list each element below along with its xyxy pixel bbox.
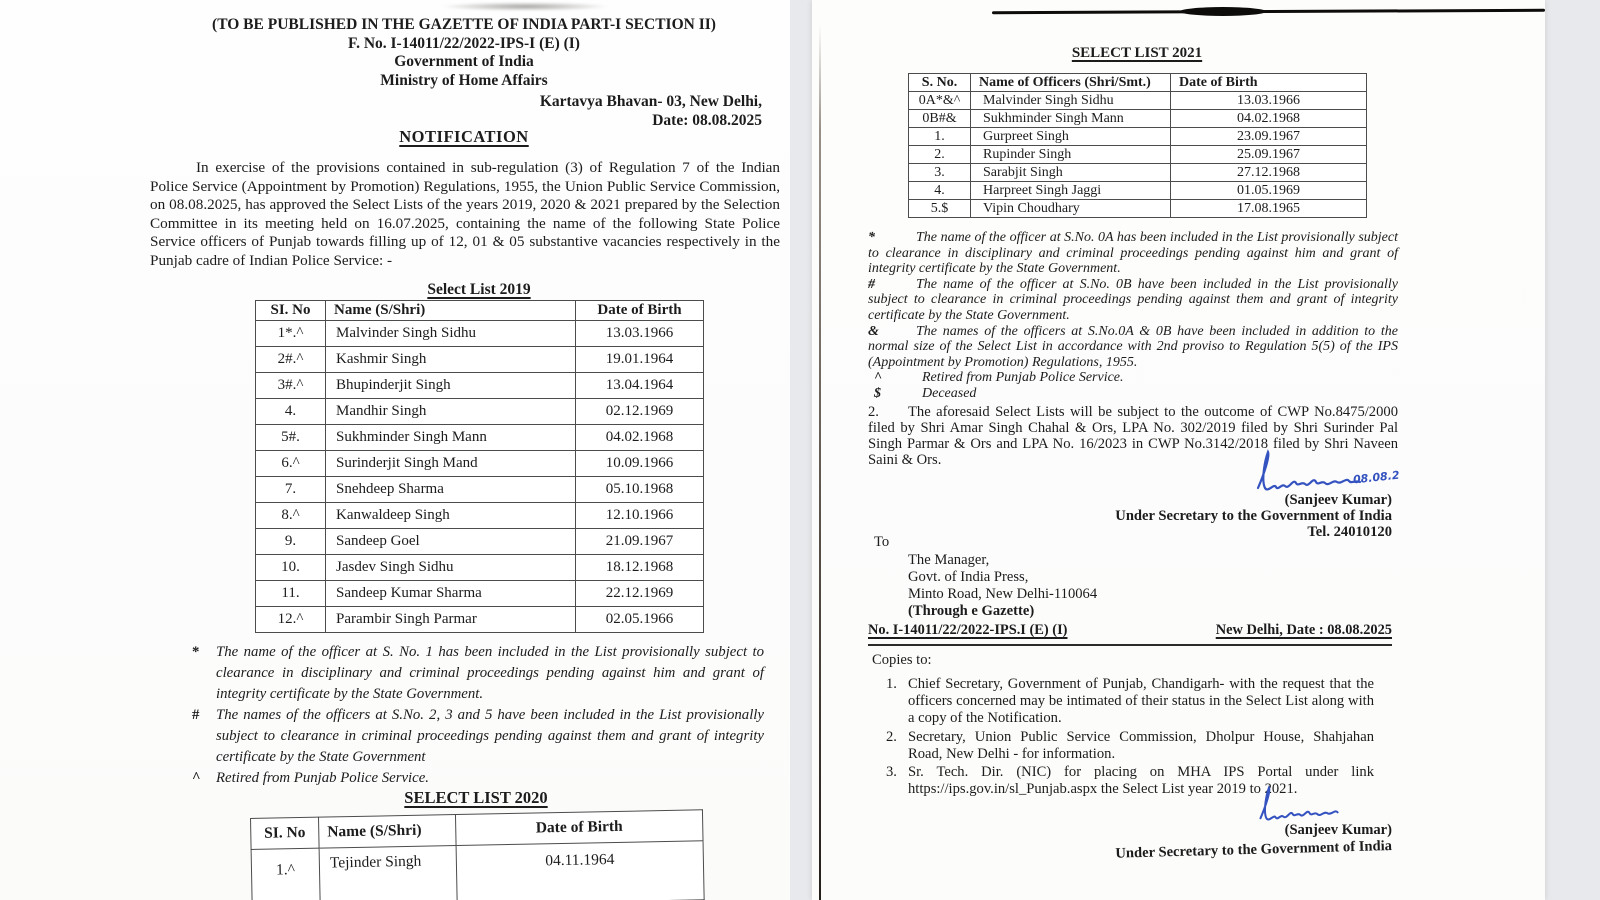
select-list-2021-title: SELECT LIST 2021 — [1071, 45, 1203, 61]
table-cell: 13.03.1966 — [576, 321, 704, 347]
table-cell: 13.03.1966 — [1171, 92, 1367, 110]
signature-area — [1090, 782, 1392, 822]
scan-line-artifact — [992, 9, 1545, 14]
table-cell: 1*.^ — [256, 321, 326, 347]
table-cell: 2#.^ — [256, 347, 326, 373]
footnote — [868, 230, 1398, 277]
table-cell: Harpreet Singh Jaggi — [971, 182, 1171, 200]
footnote — [190, 642, 764, 705]
footnote-text: Retired from Punjab Police Service. — [922, 370, 1124, 386]
copy-item — [886, 729, 1374, 763]
reference-place-date: New Delhi, Date : 08.08.2025 — [1215, 622, 1392, 638]
table-row — [909, 110, 1367, 128]
table-cell: Sukhminder Singh Mann — [326, 425, 576, 451]
reference-number: No. I-14011/22/2022-IPS.I (E) (I) — [868, 622, 1068, 638]
signatory-name: (Sanjeev Kumar) — [1284, 822, 1392, 838]
scanned-page-right — [812, 0, 1545, 900]
table-row — [909, 146, 1367, 164]
table-cell: Sukhminder Singh Mann — [971, 110, 1171, 128]
government-line: Government of India — [394, 53, 534, 70]
page-edge-shadow — [819, 25, 821, 900]
signature-block-2 — [1090, 782, 1393, 862]
table-cell: 19.01.1964 — [576, 347, 704, 373]
footnote-text: The names of the officers at S.No.0A & 0B have been included in addition to the normal size of the Select List in accordance with 2nd proviso to Regulation 5(5) of the IPS (Appointment by Promotion) Regulations, 1955. — [868, 323, 1398, 370]
paragraph-number: 2. — [868, 404, 879, 420]
footnote-text: The names of the officers at S.No. 2, 3 and 5 have been included in the List provisionally subject to clearance in criminal proceedings pending against them and grant of integrity certificate by the State Government — [216, 707, 764, 765]
copy-item-text: Sr. Tech. Dir. (NIC) for placing on MHA IPS Portal under link https://ips.gov.in/sl_Punjab.aspx the Select List year 2019 to 2021. — [908, 764, 1374, 798]
table-cell: 12.^ — [256, 607, 326, 633]
table-cell: Gurpreet Singh — [971, 128, 1171, 146]
table-cell: 23.09.1967 — [1171, 128, 1367, 146]
table-cell: 27.12.1968 — [1171, 164, 1367, 182]
address-block — [908, 552, 1208, 620]
select-list-2020-title: SELECT LIST 2020 — [404, 788, 548, 807]
table-cell: 13.04.1964 — [576, 373, 704, 399]
table-cell: Kashmir Singh — [326, 347, 576, 373]
table-cell: 11. — [256, 581, 326, 607]
table-cell: 1.^ — [251, 848, 320, 900]
ministry-line: Ministry of Home Affairs — [380, 71, 548, 89]
table-cell: 3. — [909, 164, 971, 182]
table-cell: 10.09.1966 — [576, 451, 704, 477]
table-cell: Tejinder Singh — [319, 846, 457, 900]
table-row — [256, 503, 704, 529]
table-cell: Mandhir Singh — [326, 399, 576, 425]
table-cell: Jasdev Singh Sidhu — [326, 555, 576, 581]
footnote-text: The name of the officer at S.No. 0B have been included in the List provisionally subject to clearance in criminal proceedings pending against them and grant of integrity certificate by the State Government. — [868, 276, 1398, 323]
paragraph-text: The aforesaid Select Lists will be subject to the outcome of CWP No.8475/2000 filed by Shri Amar Singh Chahal & Ors, LPA No. 302/2019 filed by Shri Surinder Pal Singh Parmar & Ors and LPA No. 16/2023 in CWP No.3142/2018 filed by Shri Naveen Saini & Ors. — [868, 404, 1398, 468]
table-header-row — [256, 301, 704, 321]
footnote-symbol: # — [868, 276, 875, 292]
footnote-symbol: # — [192, 707, 200, 723]
table-cell: Kanwaldeep Singh — [326, 503, 576, 529]
table-row — [256, 529, 704, 555]
table-cell: 0A*&^ — [909, 92, 971, 110]
column-header: SI. No — [251, 817, 320, 849]
table-row — [256, 347, 704, 373]
column-header: Date of Birth — [1171, 74, 1367, 92]
signature-block-1 — [1090, 448, 1401, 540]
select-list-2020-table — [250, 809, 705, 900]
table-row — [256, 321, 704, 347]
copies-label: Copies to: — [872, 652, 932, 668]
copy-item-text: Chief Secretary, Government of Punjab, Chandigarh- with the request that the officers concerned may be intimated of their status in the Select List along with a copy of the Notification. — [908, 676, 1374, 727]
place-line: Kartavya Bhavan- 03, New Delhi, — [539, 93, 762, 110]
footnote-symbol: ^ — [874, 370, 882, 386]
address-line: Minto Road, New Delhi-110064 — [908, 586, 1098, 602]
table-cell: 17.08.1965 — [1171, 200, 1367, 218]
address-through-line: (Through e Gazette) — [908, 603, 1035, 619]
table-cell: Malvinder Singh Sidhu — [326, 321, 576, 347]
table-row — [256, 451, 704, 477]
reference-line — [868, 622, 1392, 646]
file-number-line: F. No. I-14011/22/2022-IPS-I (E) (I) — [348, 34, 580, 52]
footnote — [868, 386, 1398, 402]
table-cell: 01.05.1969 — [1171, 182, 1367, 200]
table-cell: 9. — [256, 529, 326, 555]
copy-item — [886, 676, 1374, 728]
table-row — [256, 399, 704, 425]
table-row — [909, 200, 1367, 218]
table-cell: 1. — [909, 128, 971, 146]
column-header: SI. No — [256, 301, 326, 321]
table-row — [251, 841, 704, 900]
table-cell: Surinderjit Singh Mand — [326, 451, 576, 477]
copy-item-text: Secretary, Union Public Service Commission, Dholpur House, Shahjahan Road, New Delhi - for information. — [908, 728, 1374, 762]
table-cell: 21.09.1967 — [576, 529, 704, 555]
table-cell: 22.12.1969 — [576, 581, 704, 607]
table-row — [256, 607, 704, 633]
table-cell: 05.10.1968 — [576, 477, 704, 503]
address-to: To — [874, 534, 890, 550]
footnote-text: Deceased — [922, 385, 977, 401]
table-cell: Sarabjit Singh — [971, 164, 1171, 182]
table-cell: Malvinder Singh Sidhu — [971, 92, 1171, 110]
scan-blob-artifact — [1180, 7, 1266, 16]
table-row — [909, 182, 1367, 200]
table-cell: 6.^ — [256, 451, 326, 477]
copy-item-number: 3. — [886, 764, 897, 781]
table-cell: 04.02.1968 — [1171, 110, 1367, 128]
document-header — [150, 16, 778, 90]
footnote-text: The name of the officer at S.No. 0A has been included in the List provisionally subject to clearance in disciplinary and criminal proceedings pending against him and grant of integrity certificate by the State Government. — [868, 230, 1398, 277]
footnote — [868, 277, 1398, 324]
footnote — [868, 324, 1398, 371]
signature-area — [1090, 448, 1401, 492]
copy-item-number: 1. — [886, 676, 897, 692]
select-list-2019-table — [255, 300, 704, 633]
footnote — [190, 768, 764, 789]
footnote-symbol: & — [868, 323, 879, 339]
copies-list — [886, 676, 1374, 799]
table-cell: Parambir Singh Parmar — [326, 607, 576, 633]
column-header: Name (S/Shri) — [326, 301, 576, 321]
table-cell: 04.11.1964 — [456, 841, 704, 900]
select-list-2019-title: Select List 2019 — [427, 281, 531, 298]
signatory-title: Under Secretary to the Government of India — [1115, 838, 1393, 862]
table-cell: 8.^ — [256, 503, 326, 529]
table-cell: 0B#& — [909, 110, 971, 128]
footnotes-2021 — [868, 230, 1398, 402]
footnote-symbol: ^ — [192, 770, 201, 786]
address-line: The Manager, — [908, 552, 990, 568]
table-row — [909, 128, 1367, 146]
footnotes-2019 — [190, 642, 764, 789]
table-row — [256, 425, 704, 451]
column-header: Date of Birth — [576, 301, 704, 321]
footnote-text: Retired from Punjab Police Service. — [216, 770, 429, 786]
footnote — [868, 370, 1398, 386]
signatory-name: (Sanjeev Kumar) — [1284, 492, 1392, 508]
footnote-symbol: $ — [874, 385, 881, 401]
table-cell: 2. — [909, 146, 971, 164]
scanned-page-left — [0, 0, 790, 900]
table-cell: Bhupinderjit Singh — [326, 373, 576, 399]
table-cell: 5#. — [256, 425, 326, 451]
table-cell: 7. — [256, 477, 326, 503]
table-cell: 12.10.1966 — [576, 503, 704, 529]
table-cell: 5.$ — [909, 200, 971, 218]
table-row — [909, 92, 1367, 110]
table-cell: 3#.^ — [256, 373, 326, 399]
notification-title: NOTIFICATION — [399, 127, 529, 146]
table-row — [256, 581, 704, 607]
signature-icon — [1252, 784, 1352, 822]
table-cell: Sandeep Kumar Sharma — [326, 581, 576, 607]
notification-body: In exercise of the provisions contained in sub-regulation (3) of Regulation 7 of the Indian Police Service (Appointment by Promotion) Regulations, 1955, the Union Public Service Commission, on 08.08.2025, has approved the Select Lists of the years 2019, 2020 & 2021 prepared by the Selection Committee in its meeting held on 16.07.2025, containing the name of the following State Police Service officers of Punjab towards filling up of 12, 01 & 05 substantive vacancies respectively in the Punjab cadre of Indian Police Service: - — [150, 159, 780, 269]
table-row — [256, 373, 704, 399]
place-date-block — [150, 93, 762, 130]
table-cell: Vipin Choudhary — [971, 200, 1171, 218]
scan-smudge — [440, 2, 610, 11]
table-cell: 04.02.1968 — [576, 425, 704, 451]
table-cell: 10. — [256, 555, 326, 581]
address-line: Govt. of India Press, — [908, 569, 1029, 585]
table-header-row — [909, 74, 1367, 92]
signatory-title: Under Secretary to the Government of India — [1115, 508, 1392, 524]
column-header: Name (S/Shri) — [318, 815, 456, 849]
table-cell: 25.09.1967 — [1171, 146, 1367, 164]
signatory-tel: Tel. 24010120 — [1307, 524, 1392, 540]
gazette-publish-line: (TO BE PUBLISHED IN THE GAZETTE OF INDIA PART-I SECTION II) — [212, 16, 716, 33]
table-cell: 02.05.1966 — [576, 607, 704, 633]
column-header: S. No. — [909, 74, 971, 92]
signature-icon — [1248, 448, 1366, 492]
table-cell: Snehdeep Sharma — [326, 477, 576, 503]
date-line: Date: 08.08.2025 — [652, 111, 762, 129]
copy-item-number: 2. — [886, 728, 897, 745]
table-cell: Rupinder Singh — [971, 146, 1171, 164]
column-header: Name of Officers (Shri/Smt.) — [971, 74, 1171, 92]
table-cell: 4. — [256, 399, 326, 425]
table-cell: 18.12.1968 — [576, 555, 704, 581]
footnote-symbol: * — [868, 230, 875, 245]
table-row — [256, 477, 704, 503]
table-cell: 02.12.1969 — [576, 399, 704, 425]
table-row — [909, 164, 1367, 182]
footnote — [190, 705, 764, 768]
table-row — [256, 555, 704, 581]
signature-date-note: 08.08.2 — [1352, 468, 1401, 487]
select-list-2021-table — [908, 73, 1367, 218]
table-cell: Sandeep Goel — [326, 529, 576, 555]
table-cell: 4. — [909, 182, 971, 200]
footnote-text: The name of the officer at S. No. 1 has been included in the List provisionally subject to clearance in disciplinary and criminal proceedings pending against him and grant of integrity certificate by the State Government. — [216, 644, 764, 702]
footnote-symbol: * — [192, 644, 200, 660]
column-header: Date of Birth — [455, 810, 703, 846]
